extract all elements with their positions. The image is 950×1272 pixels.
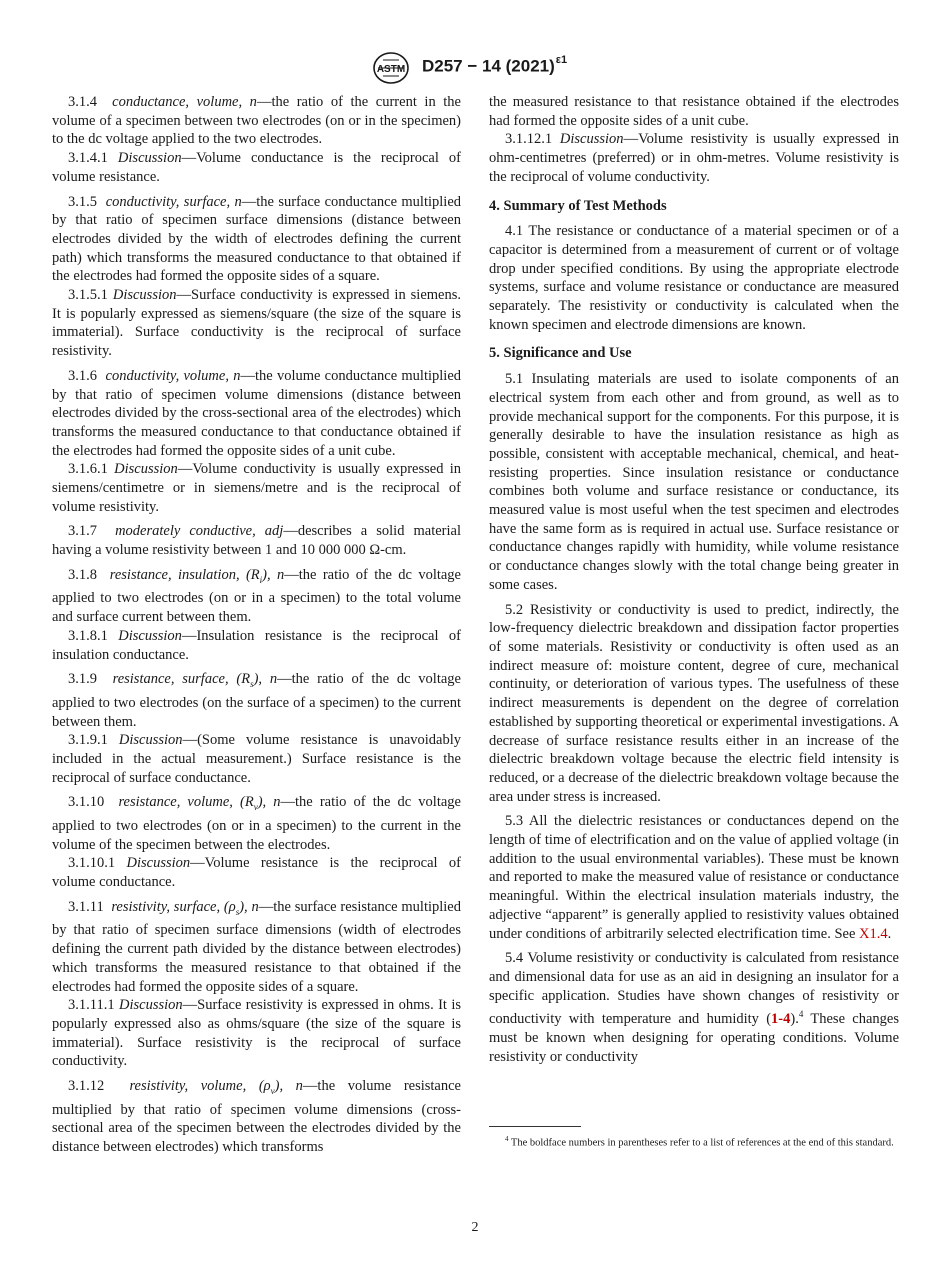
page-number: 2 (471, 1220, 479, 1235)
para-3-1-5-1: 3.1.5.1 Discussion—Surface conductivity is expressed in siemens. It is popularly expressed as siemens/square (the size of the square is immaterial). Surface conductivity is the reciprocal of surface resistivity. (52, 287, 462, 360)
para-3-1-7: 3.1.7 moderately conductive, adj—describes a solid material having a volume resistivity between 1 and 10 000 000 Ω-cm. (52, 523, 461, 559)
para-3-1-12-continued: the measured resistance to that resistance obtained if the electrodes had formed the opposite sides of a unit cube. (489, 94, 899, 129)
para-3-1-9: 3.1.9 resistance, surface, $(R_s)$, n—the ratio of the dc voltage applied to two electrodes (on the surface of a specimen) to the current between them. (52, 671, 461, 730)
para-4-1: 4.1 The resistance or conductance of a material specimen or of a capacitor is determined from a measurement of current or of voltage drop under specified conditions. By using the appropriate electrode systems, surface and volume resistance or conductance are measured separately. The resistivity or conductivity is calculated when the known specimen and electrode dimensions are known. (489, 223, 899, 333)
astm-logo-icon (372, 52, 410, 84)
footnote-marker[interactable]: 4 (798, 1009, 804, 1020)
para-3-1-6: 3.1.6 conductivity, volume, n—the volume conductance multiplied by that ratio of specimen volume dimensions (distance between electrodes divided by the cross-sectional area of the electrodes) which transforms the measured conductance to that conductance obtained if the electrodes had formed the opposite sides of a unit cube. (52, 367, 462, 459)
para-3-1-11: 3.1.11 resistivity, surface, $(\rho_s)$, n—the surface resistance multiplied by that ratio of specimen surface dimensions (width of electrodes defining the current path divided by the distance between electrodes) which transforms the measured resistance to that obtained if the electrodes had formed the opposite sides of a square. (52, 898, 461, 995)
right-column (489, 93, 899, 1066)
svg-text:ASTM: ASTM (376, 64, 406, 75)
link-ref-1-4[interactable]: 1-4 (771, 1011, 791, 1028)
page-header (0, 52, 950, 86)
left-column (52, 93, 461, 1157)
para-3-1-5: 3.1.5 conductivity, surface, n—the surface conductance multiplied by that ratio of specimen surface dimensions (distance between electrodes divided by the width of electrodes defining the current path) which transforms the measured conductance to that obtained if the electrodes had formed the opposite sides of a square. (52, 193, 462, 285)
para-5-2: 5.2 Resistivity or conductivity is used to predict, indirectly, the low-frequency dielectric breakdown and dissipation factor properties of some materials. Resistivity or conductivity is often used as an indirect measure of: moisture content, degree of cure, mechanical continuity, or deterioration of various types. The usefulness of these indirect measurements is dependent on the degree of correlation established by supporting theoretical or experimental investigations. A decrease of surface resistance results either in an increase of the dielectric breakdown voltage because the electric field intensity is reduced, or a decrease of the dielectric breakdown voltage because the area under stress is increased. (489, 601, 899, 805)
footnote-divider (489, 1126, 581, 1127)
section-5-heading: 5. Significance and Use (489, 345, 632, 362)
para-3-1-12-1: 3.1.12.1 Discussion—Volume resistivity is usually expressed in ohm-centimetres (preferred) or in ohm-metres. Volume resistivity is the reciprocal of volume conductivity. (489, 131, 900, 185)
link-x1-4[interactable]: X1.4 (859, 925, 888, 942)
para-3-1-10-1: 3.1.10.1 Discussion—Volume resistance is the reciprocal of volume conductance. (52, 855, 462, 891)
para-3-1-6-1: 3.1.6.1 Discussion—Volume conductivity is usually expressed in siemens/centimetre or in siemens/metre and is the reciprocal of volume resistivity. (52, 461, 462, 515)
document-designation: D257 − 14 $(2021)^{\varepsilon 1}$ (422, 54, 568, 76)
para-3-1-8: 3.1.8 resistance, insulation, $(R_i)$, n—the ratio of the dc voltage applied to two electrodes (on or in a specimen) to the total volume and surface current between them. (52, 566, 461, 626)
para-3-1-9-1: 3.1.9.1 Discussion—(Some volume resistance is unavoidably included in the actual measurement.) Surface resistance is the reciprocal of surface conductance. (52, 732, 462, 786)
section-4-heading: 4. Summary of Test Methods (489, 197, 667, 214)
para-3-1-10: 3.1.10 resistance, volume, $(R_v)$, n—the ratio of the dc voltage applied to two electrodes (on or in a specimen) to the current in the volume of the specimen between the electrodes. (52, 794, 461, 853)
footnote: $^4$ The boldface numbers in parentheses refer to a list of references at the end of this standard. (505, 1135, 894, 1149)
para-3-1-11-1: 3.1.11.1 Discussion—Surface resistivity is expressed in ohms. It is popularly expressed also as ohms/square (the size of the square is immaterial). Surface resistivity is the reciprocal of surface conductivity. (52, 997, 462, 1070)
para-3-1-8-1: 3.1.8.1 Discussion—Insulation resistance is the reciprocal of insulation conductance. (52, 627, 461, 663)
para-3-1-4-1: 3.1.4.1 Discussion—Volume conductance is the reciprocal of volume resistance. (52, 150, 461, 185)
para-3-1-12: 3.1.12 resistivity, volume, $(\rho_v)$, n—the volume resistance multiplied by that ratio of specimen volume dimensions (cross-sectional area of the specimen between the electrodes divided by the distance between electrodes) which transforms (52, 1078, 461, 1156)
para-5-3: 5.3 All the dielectric resistances or conductances depend on the length of time of electrification and on the value of applied voltage (in addition to the usual environmental variables). These must be known and reported to make the measured value of resistance or conductance meaningful. Within the electrical insulation materials industry, the adjective “apparent” is generally applied to resistivity values obtained under conditions of arbitrarily selected electrification time. See X1.4. (489, 813, 899, 942)
para-5-4: 5.4 Volume resistivity or conductivity is calculated from resistance and dimensional data for use as an aid in designing an insulator for a specific application. Studies have shown changes of resistivity or conductivity with temperature and humidity (1-4).$^4$ These changes must be known when designing for operating conditions. Volume resistivity or conductivity (489, 950, 899, 1065)
para-5-1: 5.1 Insulating materials are used to isolate components of an electrical system from each other and from ground, as well as to provide mechanical support for the components. For this purpose, it is generally desirable to have the insulation resistance as high as possible, consistent with acceptable mechanical, chemical, and heat-resisting properties. Since insulation resistance or conductance combines both volume and surface resistance or conductance, its measured value is most useful when the test specimen and electrodes have the same form as is required in actual use. Surface resistance or conductance changes rapidly with humidity, while volume resistance or conductance changes slowly with the total change being greater in some cases. (489, 371, 899, 593)
para-3-1-4: 3.1.4 conductance, volume, n—the ratio of the current in the volume of a specimen between two electrodes (on or in the specimen) to the dc voltage applied to the two electrodes. (52, 94, 461, 148)
